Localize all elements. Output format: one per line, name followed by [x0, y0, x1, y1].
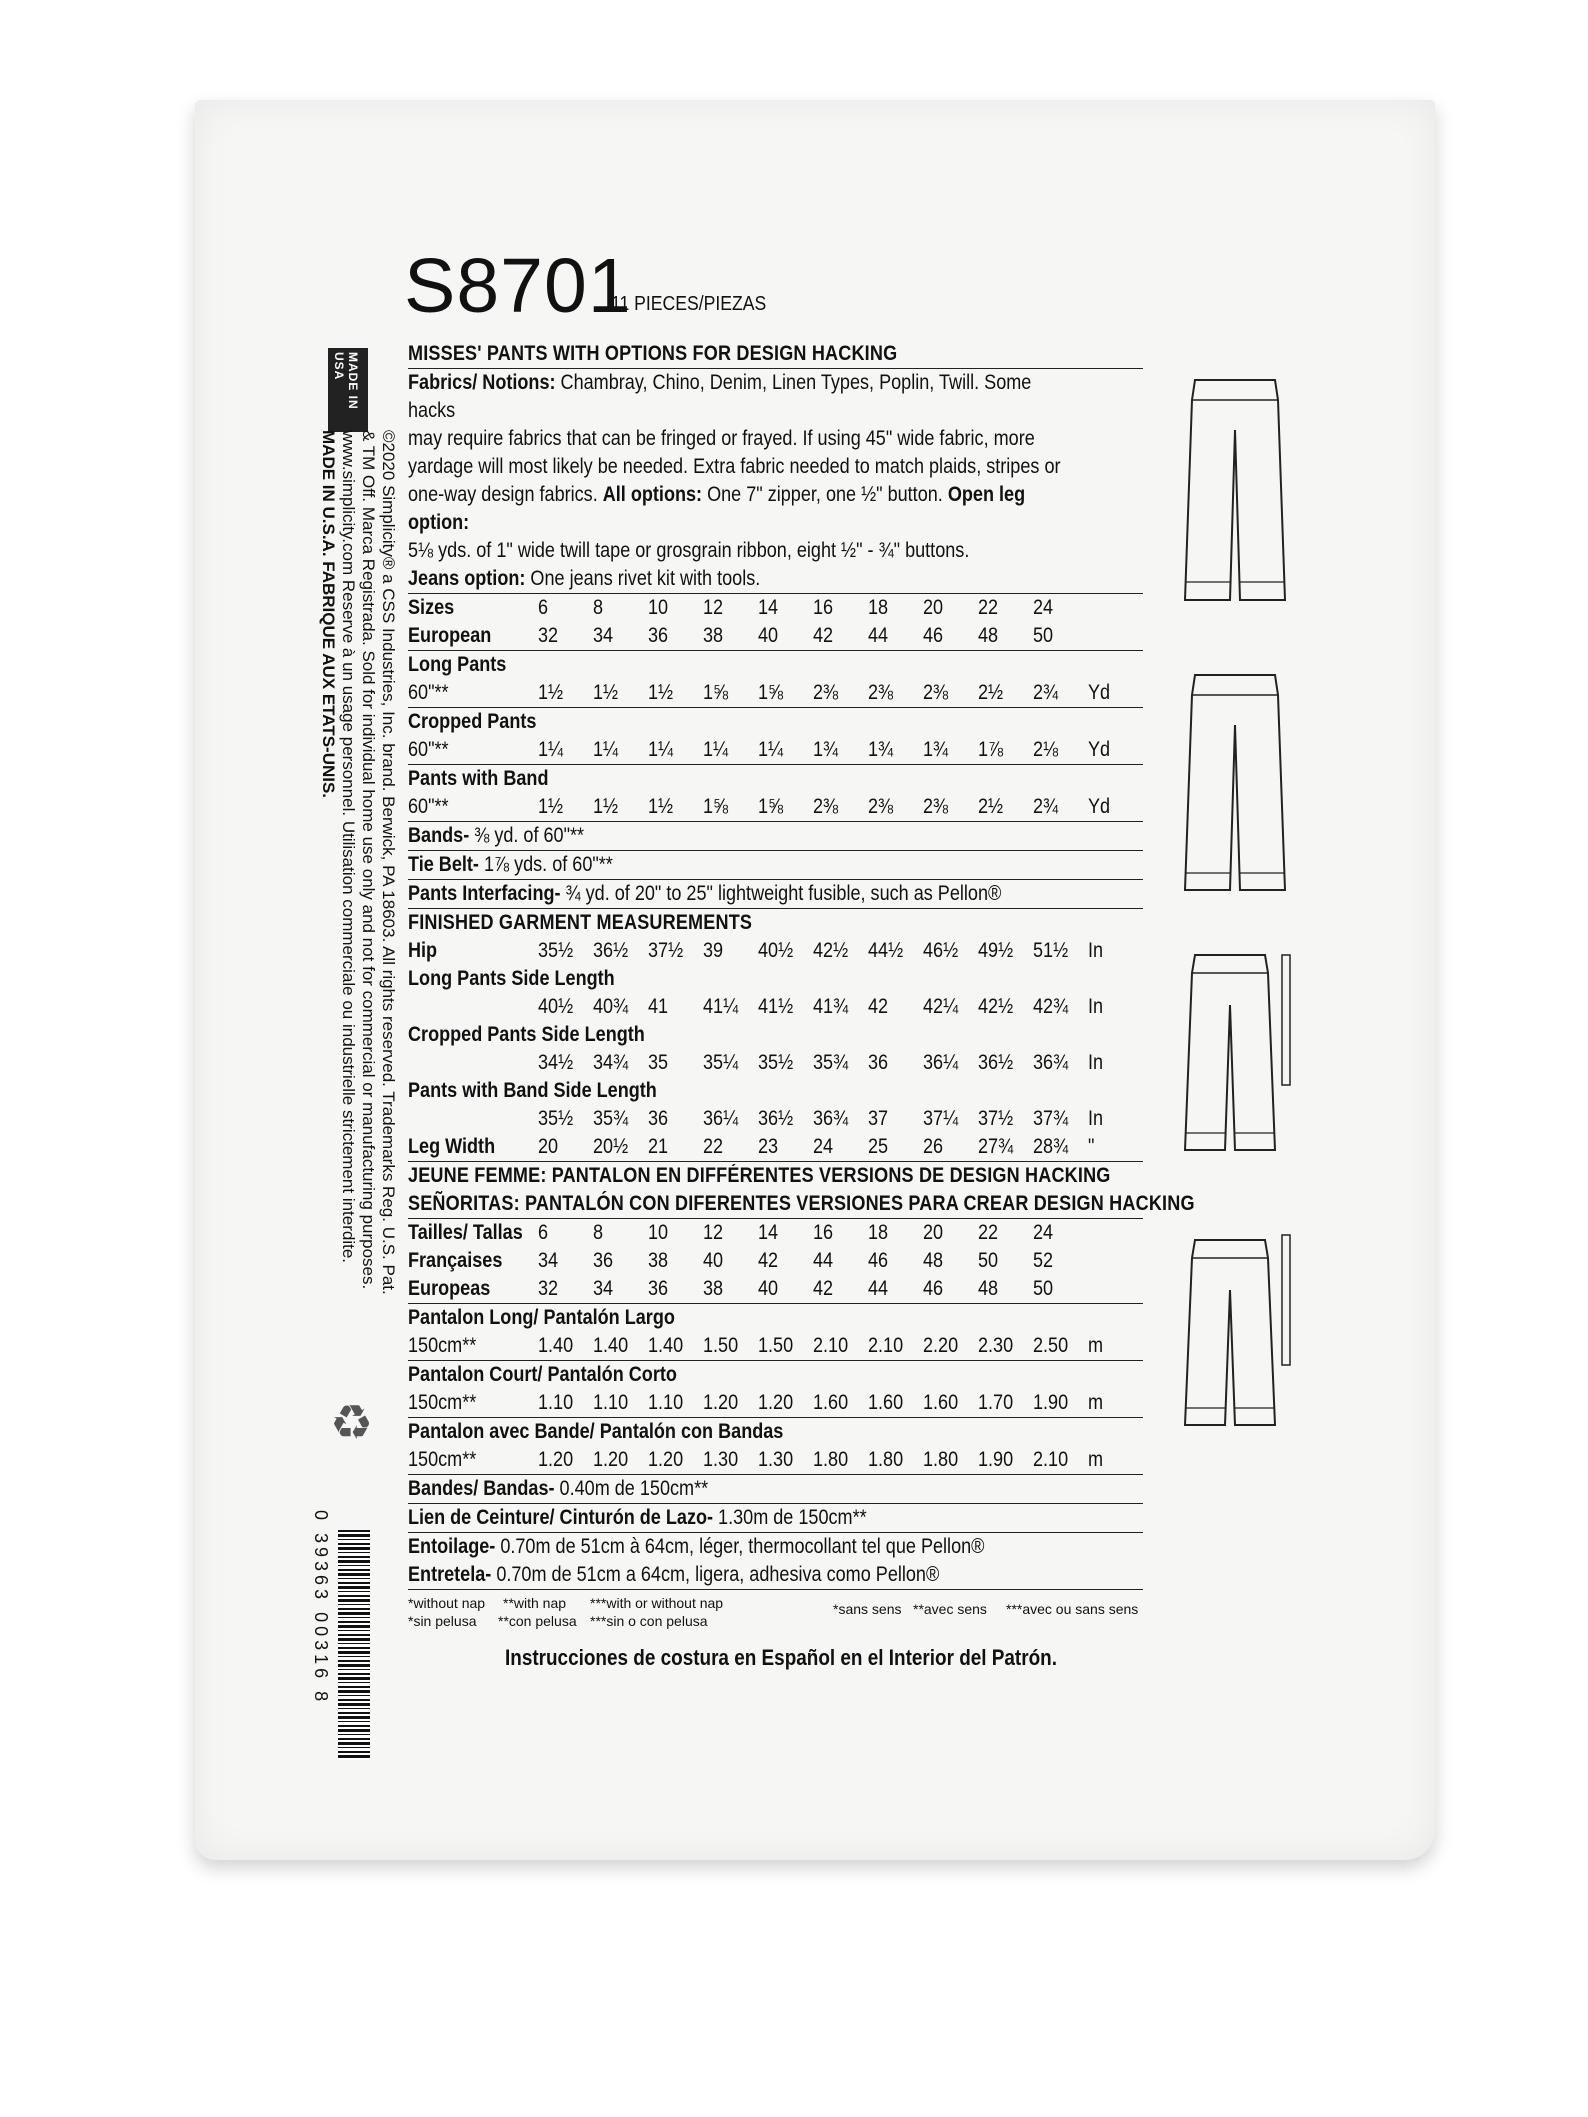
size-cell: 14 [758, 596, 779, 619]
measurement-cell: 35½ [538, 1107, 574, 1130]
measurement-cell: 36¾ [1033, 1051, 1069, 1074]
copyright-column: ©2020 Simplicity® a CSS Industries, Inc. brand. Berwick, PA 18603. All rights reserved. Trademarks Reg. U.S. Pat. & TM Off. Marca Registrada. Sold for individual home use only and not for commercial or manufacturing purposes. www.simplicity.com Reserve à un usage personnel. Utilisation commerciale ou industrielle strictement interdite. MADE IN U.S.A. FABRIQUE AUX ETATS-UNIS. [319, 430, 398, 1295]
spanish-instructions: Instrucciones de costura en Español en el Interior del Patrón. [505, 1645, 1057, 1670]
yardage-cell: 1.10 [538, 1391, 574, 1414]
size-cell: 44 [813, 1249, 834, 1272]
yardage-cell: 2¾ [1033, 681, 1059, 704]
measurement-cell: 42½ [813, 939, 849, 962]
barcode [338, 1530, 370, 1760]
measurement-cell: 36½ [978, 1051, 1014, 1074]
yardage-view-name: Pants with Band [408, 767, 549, 790]
measurement-cell: 37½ [648, 939, 684, 962]
measurement-cell: 34¾ [593, 1051, 629, 1074]
measurement-cell: 42¼ [923, 995, 959, 1018]
measurement-label: Pants with Band Side Length [408, 1079, 657, 1102]
measurement-cell: 23 [758, 1135, 779, 1158]
size-cell: 24 [1033, 1221, 1054, 1244]
long-pants-sketch [1180, 370, 1290, 620]
yardage-view-name: Cropped Pants [408, 710, 537, 733]
measurement-cell: 34½ [538, 1051, 574, 1074]
yardage-cell: 1.20 [593, 1448, 629, 1471]
measurement-cell: 36½ [758, 1107, 794, 1130]
size-cell: 42 [813, 1277, 834, 1300]
size-cell: 20 [923, 1221, 944, 1244]
yardage-cell: 1.20 [648, 1448, 684, 1471]
yardage-cell: 2⅜ [868, 795, 894, 818]
measurement-cell: 21 [648, 1135, 669, 1158]
measurement-cell: 37¾ [1033, 1107, 1069, 1130]
interfacing: Pants Interfacing- ¾ yd. of 20" to 25" lightweight fusible, such as Pellon® [408, 882, 1002, 905]
yardage-cell: 1½ [538, 795, 564, 818]
measurement-cell: 26 [923, 1135, 944, 1158]
measurement-cell: 46½ [923, 939, 959, 962]
size-cell: 12 [703, 596, 724, 619]
size-cell: 40 [703, 1249, 724, 1272]
size-cell: 48 [978, 1277, 999, 1300]
bandes: Bandes/ Bandas- 0.40m de 150cm** [408, 1477, 709, 1500]
size-cell: 38 [703, 624, 724, 647]
measurement-cell: 36 [868, 1051, 889, 1074]
size-cell: 10 [648, 596, 669, 619]
yardage-cell: 1.30 [703, 1448, 739, 1471]
yardage-view-name: Pantalon avec Bande/ Pantalón con Bandas [408, 1420, 784, 1443]
measurement-cell: 37¼ [923, 1107, 959, 1130]
size-cell: 48 [978, 624, 999, 647]
cropped-pants-sketch [1180, 665, 1290, 905]
size-cell: 18 [868, 1221, 889, 1244]
made-in-usa-badge: MADE IN USA [328, 348, 368, 432]
yardage-cell: 2.20 [923, 1334, 959, 1357]
yardage-cell: 2.10 [868, 1334, 904, 1357]
size-cell: 42 [813, 624, 834, 647]
measurement-cell: 35¾ [593, 1107, 629, 1130]
sizes-table: Sizes 6 8 10 12 14 16 18 20 22 24 European 32 34 36 38 40 42 44 46 48 50 [408, 594, 1143, 650]
yardage-cell: 1⅞ [978, 738, 1004, 761]
metric-yardage: Pantalon Long/ Pantalón Largo 150cm** 1.40 1.40 1.40 1.50 1.50 2.10 2.10 2.20 2.30 2.50 m Pantalon Court/ Pantalón Corto 150cm** 1.10 1.10 1.10 1.20 1.20 1.60 1.60 1.60 1.70 1.90 m Pantalon avec Bande/ Pantalón con Bandas 150cm** 1.20 1.20 1.20 1.30 1.30 1.80 1.80 1.80 1.90 2.10 m [408, 1304, 1143, 1475]
yardage-cell: 1¾ [813, 738, 839, 761]
measurement-cell: 49½ [978, 939, 1014, 962]
size-cell: 38 [648, 1249, 669, 1272]
measurement-cell: 42 [868, 995, 889, 1018]
yardage-view-name: Pantalon Court/ Pantalón Corto [408, 1363, 677, 1386]
yardage-cell: 1.80 [813, 1448, 849, 1471]
yardage-cell: 1½ [593, 795, 619, 818]
yardage-cell: 1.50 [703, 1334, 739, 1357]
fabrics-notions: Fabrics/ Notions: Chambray, Chino, Denim, Linen Types, Poplin, Twill. Some hacks may require fabrics that can be fringed or frayed. If using 45" wide fabric, more yardage will most likely be needed. Extra fabric needed to match plaids, stripes or one-way design fabrics. All options: One 7" zipper, one ½" button. Open leg option: 5⅛ yds. of 1" wide twill tape or grosgrain ribbon, eight ½" - ¾" buttons. Jeans option: One jeans rivet kit with tools. [408, 371, 1061, 590]
measurement-cell: 36 [648, 1107, 669, 1130]
yardage-cell: 2½ [978, 795, 1004, 818]
size-cell: 10 [648, 1221, 669, 1244]
measurement-cell: 24 [813, 1135, 834, 1158]
size-cell: 50 [978, 1249, 999, 1272]
finished-measurements: Hip 35½ 36½ 37½ 39 40½ 42½ 44½ 46½ 49½ 51½ In Long Pants Side Length 40½ 40¾ 41 41¼ 41½ 41¾ 42 42¼ 42½ 42¾ In Cropped Pants Side Length 34½ 34¾ 35 35¼ 35½ 35¾ 36 36¼ 36½ 36¾ In Pants with Band Side Length 35½ 35¾ 36 36¼ 36½ 36¾ 37 37¼ 37½ 37¾ In Leg Width 20 20½ 21 22 23 24 25 26 27¾ 28¾ " [408, 937, 1143, 1161]
yardage-cell: 1¼ [538, 738, 564, 761]
measurement-cell: 42½ [978, 995, 1014, 1018]
yardage-cell: 1⅝ [703, 681, 729, 704]
measurement-cell: 36¾ [813, 1107, 849, 1130]
yardage-section: Long Pants 60"** 1½ 1½ 1½ 1⅝ 1⅝ 2⅜ 2⅜ 2⅜ 2½ 2¾ Yd Cropped Pants 60"** 1¼ 1¼ 1¼ 1¼ 1¼ 1¾ 1¾ 1¾ 1⅞ 2⅛ Yd Pants with Band 60"** 1½ 1½ 1½ 1⅝ 1⅝ 2⅜ 2⅜ 2⅜ 2½ 2¾ Yd [408, 651, 1143, 822]
size-cell: 22 [978, 1221, 999, 1244]
entoilage: Entoilage- 0.70m de 51cm à 64cm, léger, thermocollant tel que Pellon® [408, 1535, 985, 1558]
yardage-cell: 1½ [593, 681, 619, 704]
yardage-view-name: Long Pants [408, 653, 507, 676]
size-cell: 6 [538, 596, 549, 619]
measurement-cell: 41¼ [703, 995, 739, 1018]
title-fr: JEUNE FEMME: PANTALON EN DIFFÉRENTES VERSIONS DE DESIGN HACKING [408, 1164, 1111, 1187]
yardage-cell: 2.50 [1033, 1334, 1069, 1357]
yardage-cell: 1¾ [923, 738, 949, 761]
measurement-cell: 40½ [758, 939, 794, 962]
yardage-cell: 1¼ [593, 738, 619, 761]
measurement-cell: 35 [648, 1051, 669, 1074]
measurement-cell: 35¼ [703, 1051, 739, 1074]
nap-notes: *without nap **with nap ***with or without nap *sin pelusa **con pelusa ***sin o con pelusa *sans sens **avec sens ***avec ou sans sens [408, 1595, 1139, 1629]
measurement-cell: 51½ [1033, 939, 1069, 962]
measurement-cell: 40¾ [593, 995, 629, 1018]
yardage-cell: 1.10 [648, 1391, 684, 1414]
size-cell: 18 [868, 596, 889, 619]
size-cell: 44 [868, 624, 889, 647]
measurement-cell: 35½ [758, 1051, 794, 1074]
yardage-cell: 1.60 [868, 1391, 904, 1414]
measurement-cell: 37½ [978, 1107, 1014, 1130]
size-cell: 20 [923, 596, 944, 619]
yardage-cell: 1¼ [758, 738, 784, 761]
yardage-cell: 1½ [538, 681, 564, 704]
size-cell: 38 [703, 1277, 724, 1300]
yardage-cell: 1¼ [703, 738, 729, 761]
size-cell: 46 [923, 1277, 944, 1300]
size-cell: 40 [758, 624, 779, 647]
yardage-cell: 1.20 [703, 1391, 739, 1414]
measurement-cell: 35½ [538, 939, 574, 962]
size-cell: 42 [758, 1249, 779, 1272]
size-cell: 8 [593, 1221, 604, 1244]
size-cell: 6 [538, 1221, 549, 1244]
size-cell: 8 [593, 596, 604, 619]
size-cell: 48 [923, 1249, 944, 1272]
size-cell: 16 [813, 1221, 834, 1244]
measurement-cell: 42¾ [1033, 995, 1069, 1018]
yardage-cell: 2.10 [813, 1334, 849, 1357]
pants-with-band-sketch [1180, 945, 1300, 1160]
measurement-cell: 27¾ [978, 1135, 1014, 1158]
yardage-cell: 1.20 [538, 1448, 574, 1471]
measurement-cell: 37 [868, 1107, 889, 1130]
pattern-info [408, 340, 1195, 1634]
measurement-label: Cropped Pants Side Length [408, 1023, 645, 1046]
yardage-cell: 1.60 [813, 1391, 849, 1414]
size-cell: 34 [593, 624, 614, 647]
yardage-cell: 2⅜ [923, 795, 949, 818]
yardage-cell: 2⅜ [813, 795, 839, 818]
finished-title: FINISHED GARMENT MEASUREMENTS [408, 911, 753, 934]
yardage-cell: 2⅜ [813, 681, 839, 704]
yardage-cell: 2½ [978, 681, 1004, 704]
yardage-cell: 2⅛ [1033, 738, 1059, 761]
size-cell: 32 [538, 1277, 559, 1300]
measurement-cell: 22 [703, 1135, 724, 1158]
lien-ceinture: Lien de Ceinture/ Cinturón de Lazo- 1.30m de 150cm** [408, 1506, 867, 1529]
measurement-cell: 39 [703, 939, 724, 962]
size-cell: 46 [923, 624, 944, 647]
measurement-cell: 41½ [758, 995, 794, 1018]
yardage-cell: 2⅜ [868, 681, 894, 704]
measurement-cell: 28¾ [1033, 1135, 1069, 1158]
yardage-cell: 1⅝ [758, 795, 784, 818]
tailles-table: Tailles/ Tallas 6 8 10 12 14 16 18 20 22 24 Françaises 34 36 38 40 42 44 46 48 50 52 Europeas 32 34 36 38 40 42 44 46 48 50 [408, 1219, 1143, 1303]
measurement-cell: 41¾ [813, 995, 849, 1018]
yardage-cell: 1⅝ [758, 681, 784, 704]
measurement-label: Long Pants Side Length [408, 967, 615, 990]
bands: Bands- ⅜ yd. of 60"** [408, 824, 585, 847]
pants-with-tie-sketch [1180, 1230, 1300, 1435]
size-cell: 16 [813, 596, 834, 619]
size-cell: 50 [1033, 624, 1054, 647]
yardage-cell: 1.40 [593, 1334, 629, 1357]
yardage-cell: 1.90 [1033, 1391, 1069, 1414]
yardage-cell: 1.30 [758, 1448, 794, 1471]
yardage-cell: 1.80 [923, 1448, 959, 1471]
measurement-cell: 41 [648, 995, 669, 1018]
size-cell: 52 [1033, 1249, 1054, 1272]
measurement-cell: 25 [868, 1135, 889, 1158]
yardage-cell: 1.60 [923, 1391, 959, 1414]
yardage-view-name: Pantalon Long/ Pantalón Largo [408, 1306, 675, 1329]
measurement-cell: 35¾ [813, 1051, 849, 1074]
yardage-cell: 2.10 [1033, 1448, 1069, 1471]
yardage-cell: 1.10 [593, 1391, 629, 1414]
yardage-cell: 1¼ [648, 738, 674, 761]
size-cell: 36 [593, 1249, 614, 1272]
title-es: SEÑORITAS: PANTALÓN CON DIFERENTES VERSIONES PARA CREAR DESIGN HACKING [408, 1192, 1195, 1215]
measurement-cell: 36½ [593, 939, 629, 962]
size-cell: 36 [648, 624, 669, 647]
size-cell: 46 [868, 1249, 889, 1272]
measurement-cell: 36¼ [923, 1051, 959, 1074]
yardage-cell: 1.50 [758, 1334, 794, 1357]
measurement-cell: 40½ [538, 995, 574, 1018]
yardage-cell: 1½ [648, 795, 674, 818]
measurement-cell: 20½ [593, 1135, 629, 1158]
entretela: Entretela- 0.70m de 51cm a 64cm, ligera, adhesiva como Pellon® [408, 1563, 940, 1586]
yardage-cell: 1⅝ [703, 795, 729, 818]
size-cell: 36 [648, 1277, 669, 1300]
measurement-cell: 36¼ [703, 1107, 739, 1130]
yardage-cell: 1.20 [758, 1391, 794, 1414]
size-cell: 34 [593, 1277, 614, 1300]
yardage-cell: 2¾ [1033, 795, 1059, 818]
yardage-cell: 2.30 [978, 1334, 1014, 1357]
barcode-number: 0 39363 00316 8 [311, 1510, 331, 1706]
size-cell: 34 [538, 1249, 559, 1272]
measurement-cell: 44½ [868, 939, 904, 962]
measurement-cell: 20 [538, 1135, 559, 1158]
tie-belt: Tie Belt- 1⅞ yds. of 60"** [408, 853, 613, 876]
size-cell: 24 [1033, 596, 1054, 619]
yardage-cell: 1.80 [868, 1448, 904, 1471]
yardage-cell: 1.40 [648, 1334, 684, 1357]
size-cell: 50 [1033, 1277, 1054, 1300]
size-cell: 40 [758, 1277, 779, 1300]
size-cell: 12 [703, 1221, 724, 1244]
size-cell: 14 [758, 1221, 779, 1244]
yardage-cell: 1.90 [978, 1448, 1014, 1471]
yardage-cell: 2⅜ [923, 681, 949, 704]
size-cell: 32 [538, 624, 559, 647]
size-cell: 44 [868, 1277, 889, 1300]
yardage-cell: 1½ [648, 681, 674, 704]
recycle-icon: ♻ [330, 1397, 374, 1450]
pieces-count: 11 PIECES/PIEZAS [611, 293, 767, 315]
yardage-cell: 1.40 [538, 1334, 574, 1357]
yardage-cell: 1¾ [868, 738, 894, 761]
pattern-number: S8701 [404, 243, 632, 329]
size-cell: 22 [978, 596, 999, 619]
yardage-cell: 1.70 [978, 1391, 1014, 1414]
title-en: MISSES' PANTS WITH OPTIONS FOR DESIGN HACKING [408, 342, 898, 365]
